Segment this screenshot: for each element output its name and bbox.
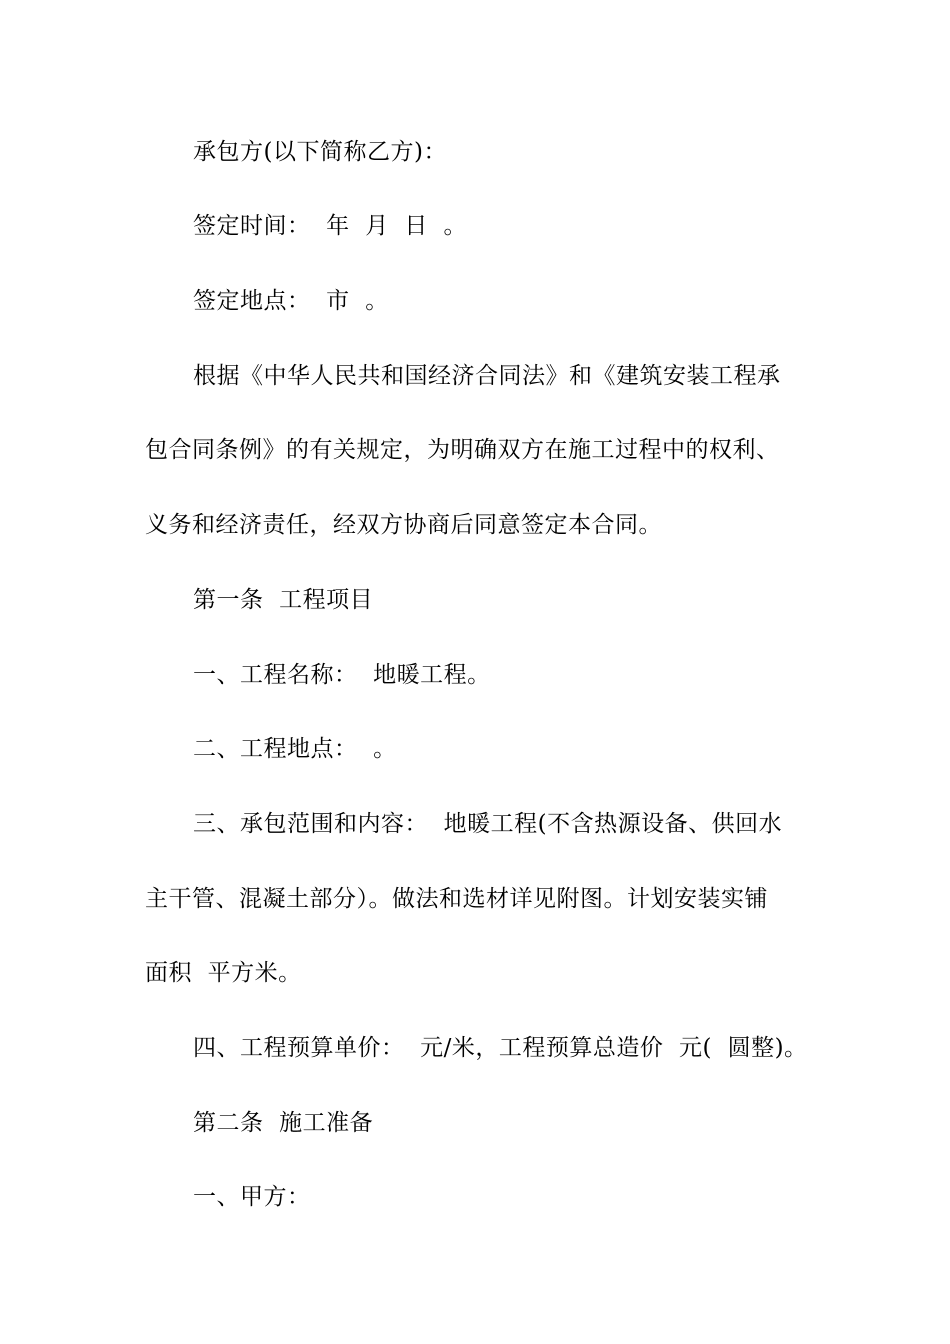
party-a-line: 一、甲方：	[193, 1184, 311, 1210]
project-location-line: 二、工程地点： 。	[193, 736, 397, 762]
contractor-line: 承包方(以下简称乙方)：	[193, 139, 447, 165]
scope-line-3: 面积 平方米。	[145, 960, 302, 986]
budget-price-line: 四、工程预算单价： 元/米，工程预算总造价 元( 圆整)。	[193, 1035, 808, 1061]
preamble-line-2: 包合同条例》的有关规定，为明确双方在施工过程中的权利、	[145, 437, 780, 463]
article-two-heading: 第二条 施工准备	[193, 1110, 374, 1136]
signing-date-line: 签定时间： 年 月 日 。	[193, 213, 467, 239]
scope-line-2: 主干管、混凝土部分）。做法和选材详见附图。计划安装实铺	[145, 886, 768, 912]
scope-line-1: 三、承包范围和内容： 地暖工程(不含热源设备、供回水	[193, 811, 783, 837]
preamble-line-3: 义务和经济责任，经双方协商后同意签定本合同。	[145, 512, 662, 538]
article-one-heading: 第一条 工程项目	[193, 587, 374, 613]
preamble-line-1: 根据《中华人民共和国经济合同法》和《建筑安装工程承	[193, 363, 781, 389]
signing-place-line: 签定地点： 市 。	[193, 288, 389, 314]
project-name-line: 一、工程名称： 地暖工程。	[193, 662, 491, 688]
